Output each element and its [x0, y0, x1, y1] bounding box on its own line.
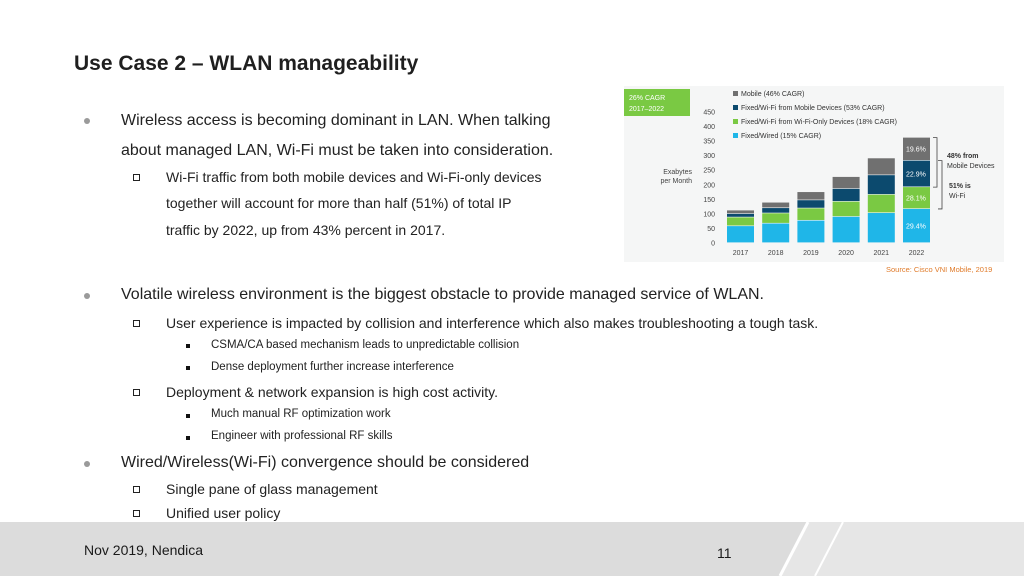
- bullet-1-sub-line-2: together will account for more than half (51%) of total IP: [166, 195, 512, 211]
- small-square-bullet-icon: [186, 414, 190, 418]
- legend-label: Mobile (46% CAGR): [741, 91, 805, 98]
- bullet-1-sub-line-3: traffic by 2022, up from 43% percent in 2017.: [166, 222, 446, 238]
- callout-label: Mobile Devices: [947, 163, 995, 170]
- y-tick-label: 350: [703, 138, 715, 146]
- x-tick-label: 2018: [767, 250, 784, 257]
- traffic-chart: [624, 86, 1004, 262]
- bar-segment: [797, 208, 824, 220]
- callout-bracket: [933, 138, 937, 187]
- bar-segment: [762, 203, 789, 208]
- bullet-1-line-1: Wireless access is becoming dominant in LAN. When talking: [121, 112, 551, 129]
- square-bullet-icon: [133, 320, 140, 327]
- bar-segment: [868, 158, 895, 174]
- callout-bracket: [938, 161, 942, 209]
- bar-segment: [797, 200, 824, 208]
- bar-segment: [833, 177, 860, 188]
- bullet-3-sub-1: Single pane of glass management: [166, 481, 378, 497]
- segment-data-label: 19.6%: [906, 146, 926, 154]
- slide-title: Use Case 2 – WLAN manageability: [74, 52, 419, 75]
- y-tick-label: 400: [703, 124, 715, 132]
- square-bullet-icon: [133, 510, 140, 517]
- bullet-2-sub-2: Deployment & network expansion is high cost activity.: [166, 384, 499, 400]
- square-bullet-icon: [133, 174, 140, 181]
- y-axis-label: Exabytes: [663, 169, 692, 176]
- small-square-bullet-icon: [186, 436, 190, 440]
- x-tick-label: 2017: [732, 250, 749, 257]
- legend-swatch: [733, 91, 738, 96]
- bullet-2-sub-2-a: Much manual RF optimization work: [211, 408, 391, 420]
- bar-segment: [833, 189, 860, 201]
- y-tick-label: 250: [703, 167, 715, 175]
- bullet-2-sub-1-a: CSMA/CA based mechanism leads to unpredictable collision: [211, 339, 520, 351]
- stacked-bar-chart: [624, 86, 1004, 262]
- legend-swatch: [733, 133, 738, 138]
- bar-segment: [762, 213, 789, 223]
- small-square-bullet-icon: [186, 344, 190, 348]
- x-tick-label: 2020: [838, 250, 854, 257]
- legend-label: Fixed/Wi-Fi from Wi-Fi-Only Devices (18% CAGR): [741, 119, 897, 126]
- y-tick-label: 150: [703, 196, 715, 204]
- bar-segment: [833, 217, 860, 243]
- legend-label: Fixed/Wired (15% CAGR): [741, 133, 822, 140]
- bullet-2-sub-2-b: Engineer with professional RF skills: [211, 430, 393, 442]
- small-square-bullet-icon: [186, 366, 190, 370]
- bullet-1-sub-line-1: Wi-Fi traffic from both mobile devices and Wi-Fi-only devices: [166, 169, 542, 185]
- legend-swatch: [733, 119, 738, 124]
- bullet-3-sub-2: Unified user policy: [166, 505, 281, 521]
- bar-segment: [797, 192, 824, 200]
- bullet-3: Wired/Wireless(Wi-Fi) convergence should be considered: [121, 454, 530, 471]
- bar-segment: [797, 221, 824, 243]
- bullet-2-sub-1-b: Dense deployment further increase interference: [211, 361, 454, 373]
- y-tick-label: 50: [707, 225, 715, 233]
- bar-segment: [868, 195, 895, 213]
- y-tick-label: 0: [711, 240, 715, 248]
- callout-label: 51% is: [949, 183, 971, 190]
- callout-label: Wi-Fi: [949, 193, 966, 200]
- bar-segment: [868, 213, 895, 242]
- bullet-2-sub-1: User experience is impacted by collision and interference which also makes troubleshooting a tough task.: [166, 315, 819, 331]
- bullet-2: Volatile wireless environment is the biggest obstacle to provide managed service of WLAN.: [121, 286, 764, 303]
- bar-segment: [727, 226, 754, 242]
- y-tick-label: 100: [703, 211, 715, 219]
- bullet-dot: [84, 461, 90, 467]
- bar-segment: [868, 175, 895, 194]
- bar-segment: [727, 217, 754, 225]
- segment-data-label: 22.9%: [906, 171, 926, 179]
- y-tick-label: 200: [703, 182, 715, 190]
- y-axis-label: per Month: [660, 178, 692, 185]
- legend-label: Fixed/Wi-Fi from Mobile Devices (53% CAGR): [741, 105, 885, 112]
- callout-label: 48% from: [947, 153, 979, 160]
- square-bullet-icon: [133, 486, 140, 493]
- cagr-badge-label: 2017–2022: [629, 106, 665, 113]
- page-number: 11: [717, 545, 732, 561]
- x-tick-label: 2022: [908, 250, 925, 257]
- bar-segment: [762, 208, 789, 213]
- legend-swatch: [733, 105, 738, 110]
- segment-data-label: 28.1%: [906, 195, 926, 203]
- bullet-1-line-2: about managed LAN, Wi-Fi must be taken into consideration.: [121, 142, 554, 159]
- cagr-badge-label: 26% CAGR: [629, 95, 666, 102]
- segment-data-label: 29.4%: [906, 223, 926, 231]
- bar-segment: [727, 210, 754, 213]
- bar-segment: [727, 214, 754, 217]
- square-bullet-icon: [133, 389, 140, 396]
- footer-date: Nov 2019, Nendica: [84, 542, 204, 558]
- bar-segment: [833, 202, 860, 217]
- bar-segment: [762, 223, 789, 242]
- bullet-dot: [84, 118, 90, 124]
- bullet-dot: [84, 293, 90, 299]
- x-tick-label: 2021: [873, 250, 890, 257]
- x-tick-label: 2019: [803, 250, 819, 257]
- y-tick-label: 450: [703, 109, 715, 117]
- y-tick-label: 300: [703, 153, 715, 161]
- chart-source: Source: Cisco VNI Mobile, 2019: [886, 265, 993, 274]
